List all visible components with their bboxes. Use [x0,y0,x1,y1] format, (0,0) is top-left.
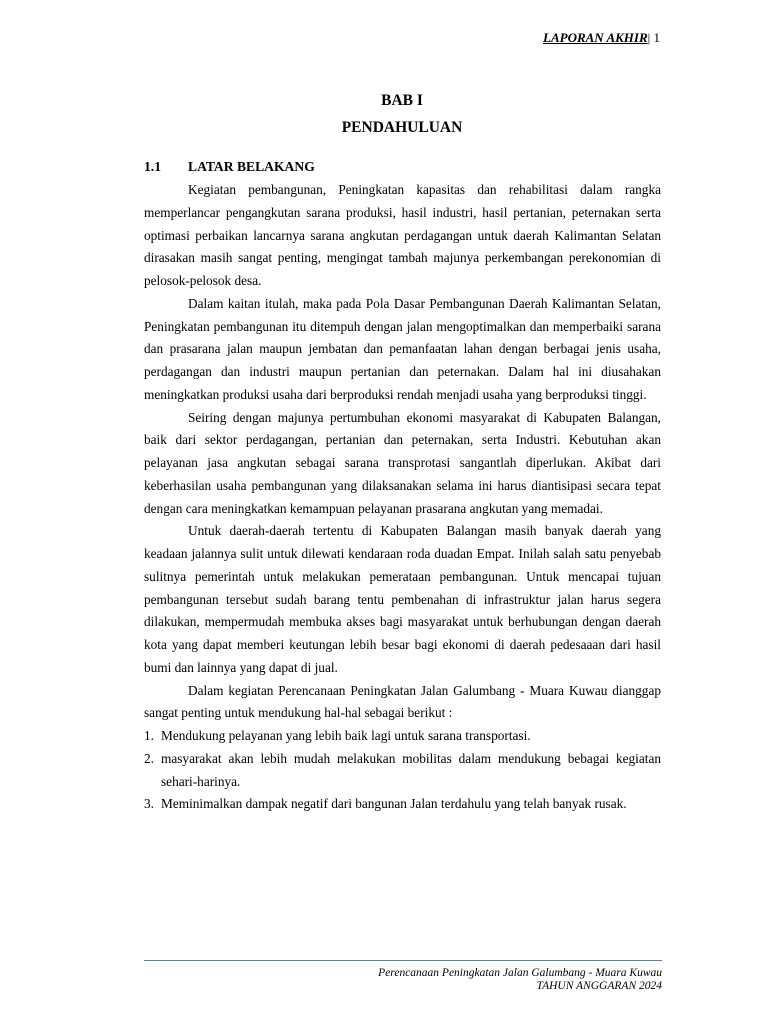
list-item [144,793,661,816]
list-item [144,748,661,794]
paragraph: Seiring dengan majunya pertumbuhan ekonomi masyarakat di Kabupaten Balangan, baik dari sektor perdagangan, pertanian dan peternakan, serta Industri. Kebutuhan akan pelayanan jasa angkutan sebagai sarana transprotasi sangantlah diperlukan. Akibat dari keberhasilan usaha pembangunan yang dilaksanakan selama ini harus diantisipasi secara tepat dengan cara meningkatkan kemampuan pelayanan prasarana angkutan yang memadai. [144,409,661,516]
list-marker: 1. [144,728,154,743]
page-number: 1 [653,30,660,45]
section-heading [144,157,315,177]
section-title: LATAR BELAKANG [188,159,315,174]
paragraph: Dalam kegiatan Perencanaan Peningkatan Jalan Galumbang - Muara Kuwau dianggap sangat penting untuk mendukung hal-hal sebagai berikut : [144,682,661,721]
list-item-text: Meminimalkan dampak negatif dari bangunan Jalan terdahulu yang telah banyak rusak. [161,796,627,812]
page-footer [378,967,662,993]
header-separator: | [647,30,651,45]
page-header [543,29,660,47]
list-marker: 3. [144,796,154,812]
section-number: 1.1 [144,159,161,174]
report-title: LAPORAN AKHIR [543,30,648,45]
footer-project: Perencanaan Peningkatan Jalan Galumbang - Muara Kuwau [378,967,662,979]
footer-divider [144,960,662,961]
list-item-text: Mendukung pelayanan yang lebih baik lagi untuk sarana transportasi. [161,728,531,743]
footer-fiscal-year: TAHUN ANGGARAN 2024 [536,980,662,992]
list-item-text: masyarakat akan lebih mudah melakukan mobilitas dalam mendukung bebagai kegiatan sehari-harinya. [161,750,661,789]
paragraph: Dalam kaitan itulah, maka pada Pola Dasar Pembangunan Daerah Kalimantan Selatan, Peningkatan pembangunan itu ditempuh dengan jalan mengoptimalkan dan memperbaiki sarana dan prasarana jalan maupun jembatan dan pemanfaatan lahan dengan berbagai jenis usaha, perdagangan dan industri maupun pertanian dan peternakan. Dalam hal ini diusahakan meningkatkan produksi usaha dari berproduksi rendah menjadi usaha yang berproduksi tinggi. [144,295,661,402]
paragraph: Untuk daerah-daerah tertentu di Kabupaten Balangan masih banyak daerah yang keadaan jalannya sulit untuk dilewati kendaraan roda duadan Empat. Inilah salah satu penyebab sulitnya pemerintah untuk melakukan pemerataan pembangunan. Untuk mencapai tujuan pembangunan tersebut sudah barang tentu pembenahan di infrastruktur jalan harus segera dilakukan, mempermudah membuka akses bagi masyarakat untuk berhubungan dengan daerah kota yang dapat memberi keutungan lebih besar bagi ekonomi di daerah pedesaaan dari hasil bumi dan lainnya yang dapat di jual. [144,523,661,675]
numbered-list [144,725,661,816]
chapter-title: PENDAHULUAN [341,119,463,136]
list-marker: 2. [144,750,154,766]
body-text [144,179,661,816]
list-item [144,725,661,748]
paragraph: Kegiatan pembangunan, Peningkatan kapasitas dan rehabilitasi dalam rangka memperlancar pengangkutan sarana produksi, hasil industri, hasil pertanian, peternakan serta optimasi perbaikan lancarnya sarana angkutan perdagangan untuk daerah Kalimantan Selatan dirasakan masih sangat penting, mengingat tambah majunya perkembangan perekonomian di pelosok-pelosok desa. [144,182,661,288]
chapter-number: BAB I [381,92,423,109]
